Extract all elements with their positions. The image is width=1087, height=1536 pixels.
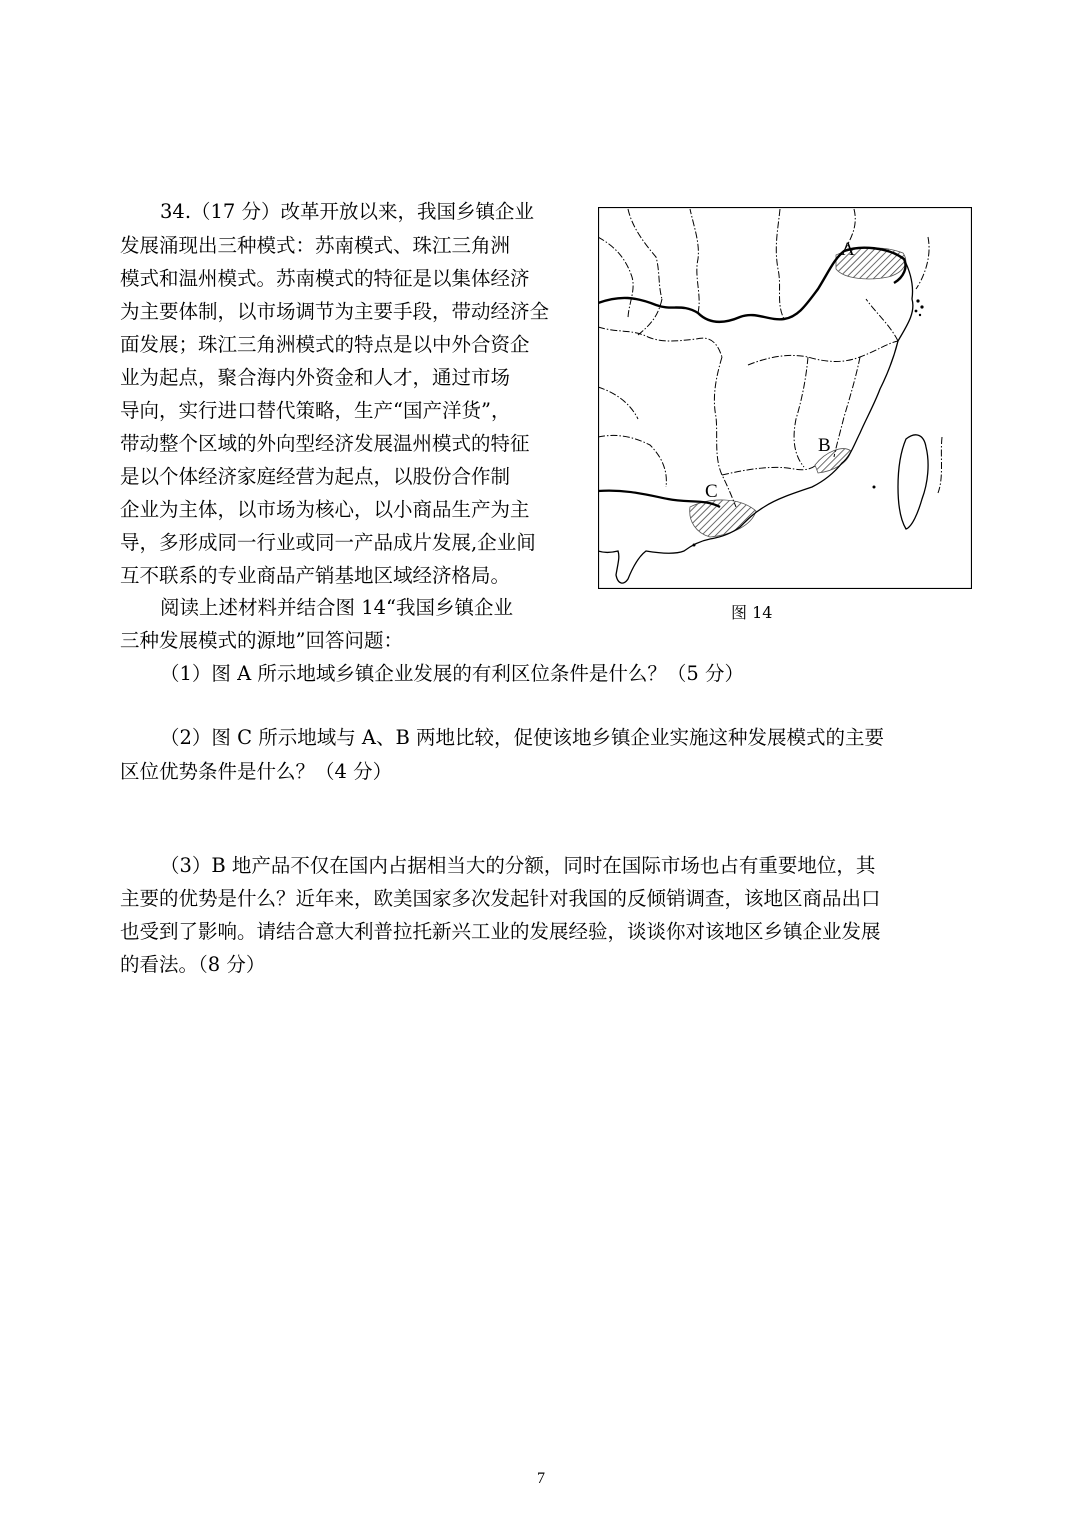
intro-line: 三种发展模式的源地”回答问题： (120, 629, 403, 652)
intro-line: 企业为主体，以市场为核心，以小商品生产为主 (120, 498, 530, 521)
label-b: B (818, 435, 831, 456)
label-a: A (841, 239, 855, 260)
intro-line: 模式和温州模式。苏南模式的特征是以集体经济 (120, 267, 530, 290)
sub-question-2-cont: 区位优势条件是什么？（4 分） (120, 760, 393, 783)
intro-line: 34.（17 分）改革开放以来，我国乡镇企业 (160, 200, 535, 223)
sub-question-2: （2）图 C 所示地域与 A、B 两地比较，促使该地乡镇企业实施这种发展模式的主要 (160, 726, 885, 749)
page-number: 7 (537, 1470, 545, 1487)
intro-line: 导，多形成同一行业或同一产品成片发展,企业间 (120, 531, 536, 554)
sub-question-3-cont: 也受到了影响。请结合意大利普拉托新兴工业的发展经验，谈谈你对该地区乡镇企业发展 (120, 920, 881, 943)
sub-question-3-cont: 的看法。（8 分） (120, 953, 266, 976)
figure-caption: 图 14 (731, 603, 773, 622)
intro-line: 发展涌现出三种模式：苏南模式、珠江三角洲 (120, 234, 511, 257)
china-map-figure (598, 207, 972, 589)
intro-line: 互不联系的专业商品产销基地区域经济格局。 (120, 564, 511, 587)
sub-question-3-cont: 主要的优势是什么？近年来，欧美国家多次发起针对我国的反倾销调查，该地区商品出口 (120, 887, 881, 910)
sub-question-3: （3）B 地产品不仅在国内占据相当大的分额，同时在国际市场也占有重要地位，其 (160, 854, 876, 877)
intro-line: 阅读上述材料并结合图 14“我国乡镇企业 (160, 596, 513, 619)
sub-question-1: （1）图 A 所示地域乡镇企业发展的有利区位条件是什么？（5 分） (160, 662, 744, 685)
intro-line: 业为起点，聚合海内外资金和人才，通过市场 (120, 366, 511, 389)
intro-line: 带动整个区域的外向型经济发展温州模式的特征 (120, 432, 530, 455)
intro-line: 面发展；珠江三角洲模式的特点是以中外合资企 (120, 333, 530, 356)
intro-line: 导向，实行进口替代策略，生产“国产洋货”， (120, 399, 511, 422)
label-c: C (705, 481, 718, 502)
intro-line: 为主要体制，以市场调节为主要手段，带动经济全 (120, 300, 550, 323)
intro-line: 是以个体经济家庭经营为起点，以股份合作制 (120, 465, 511, 488)
